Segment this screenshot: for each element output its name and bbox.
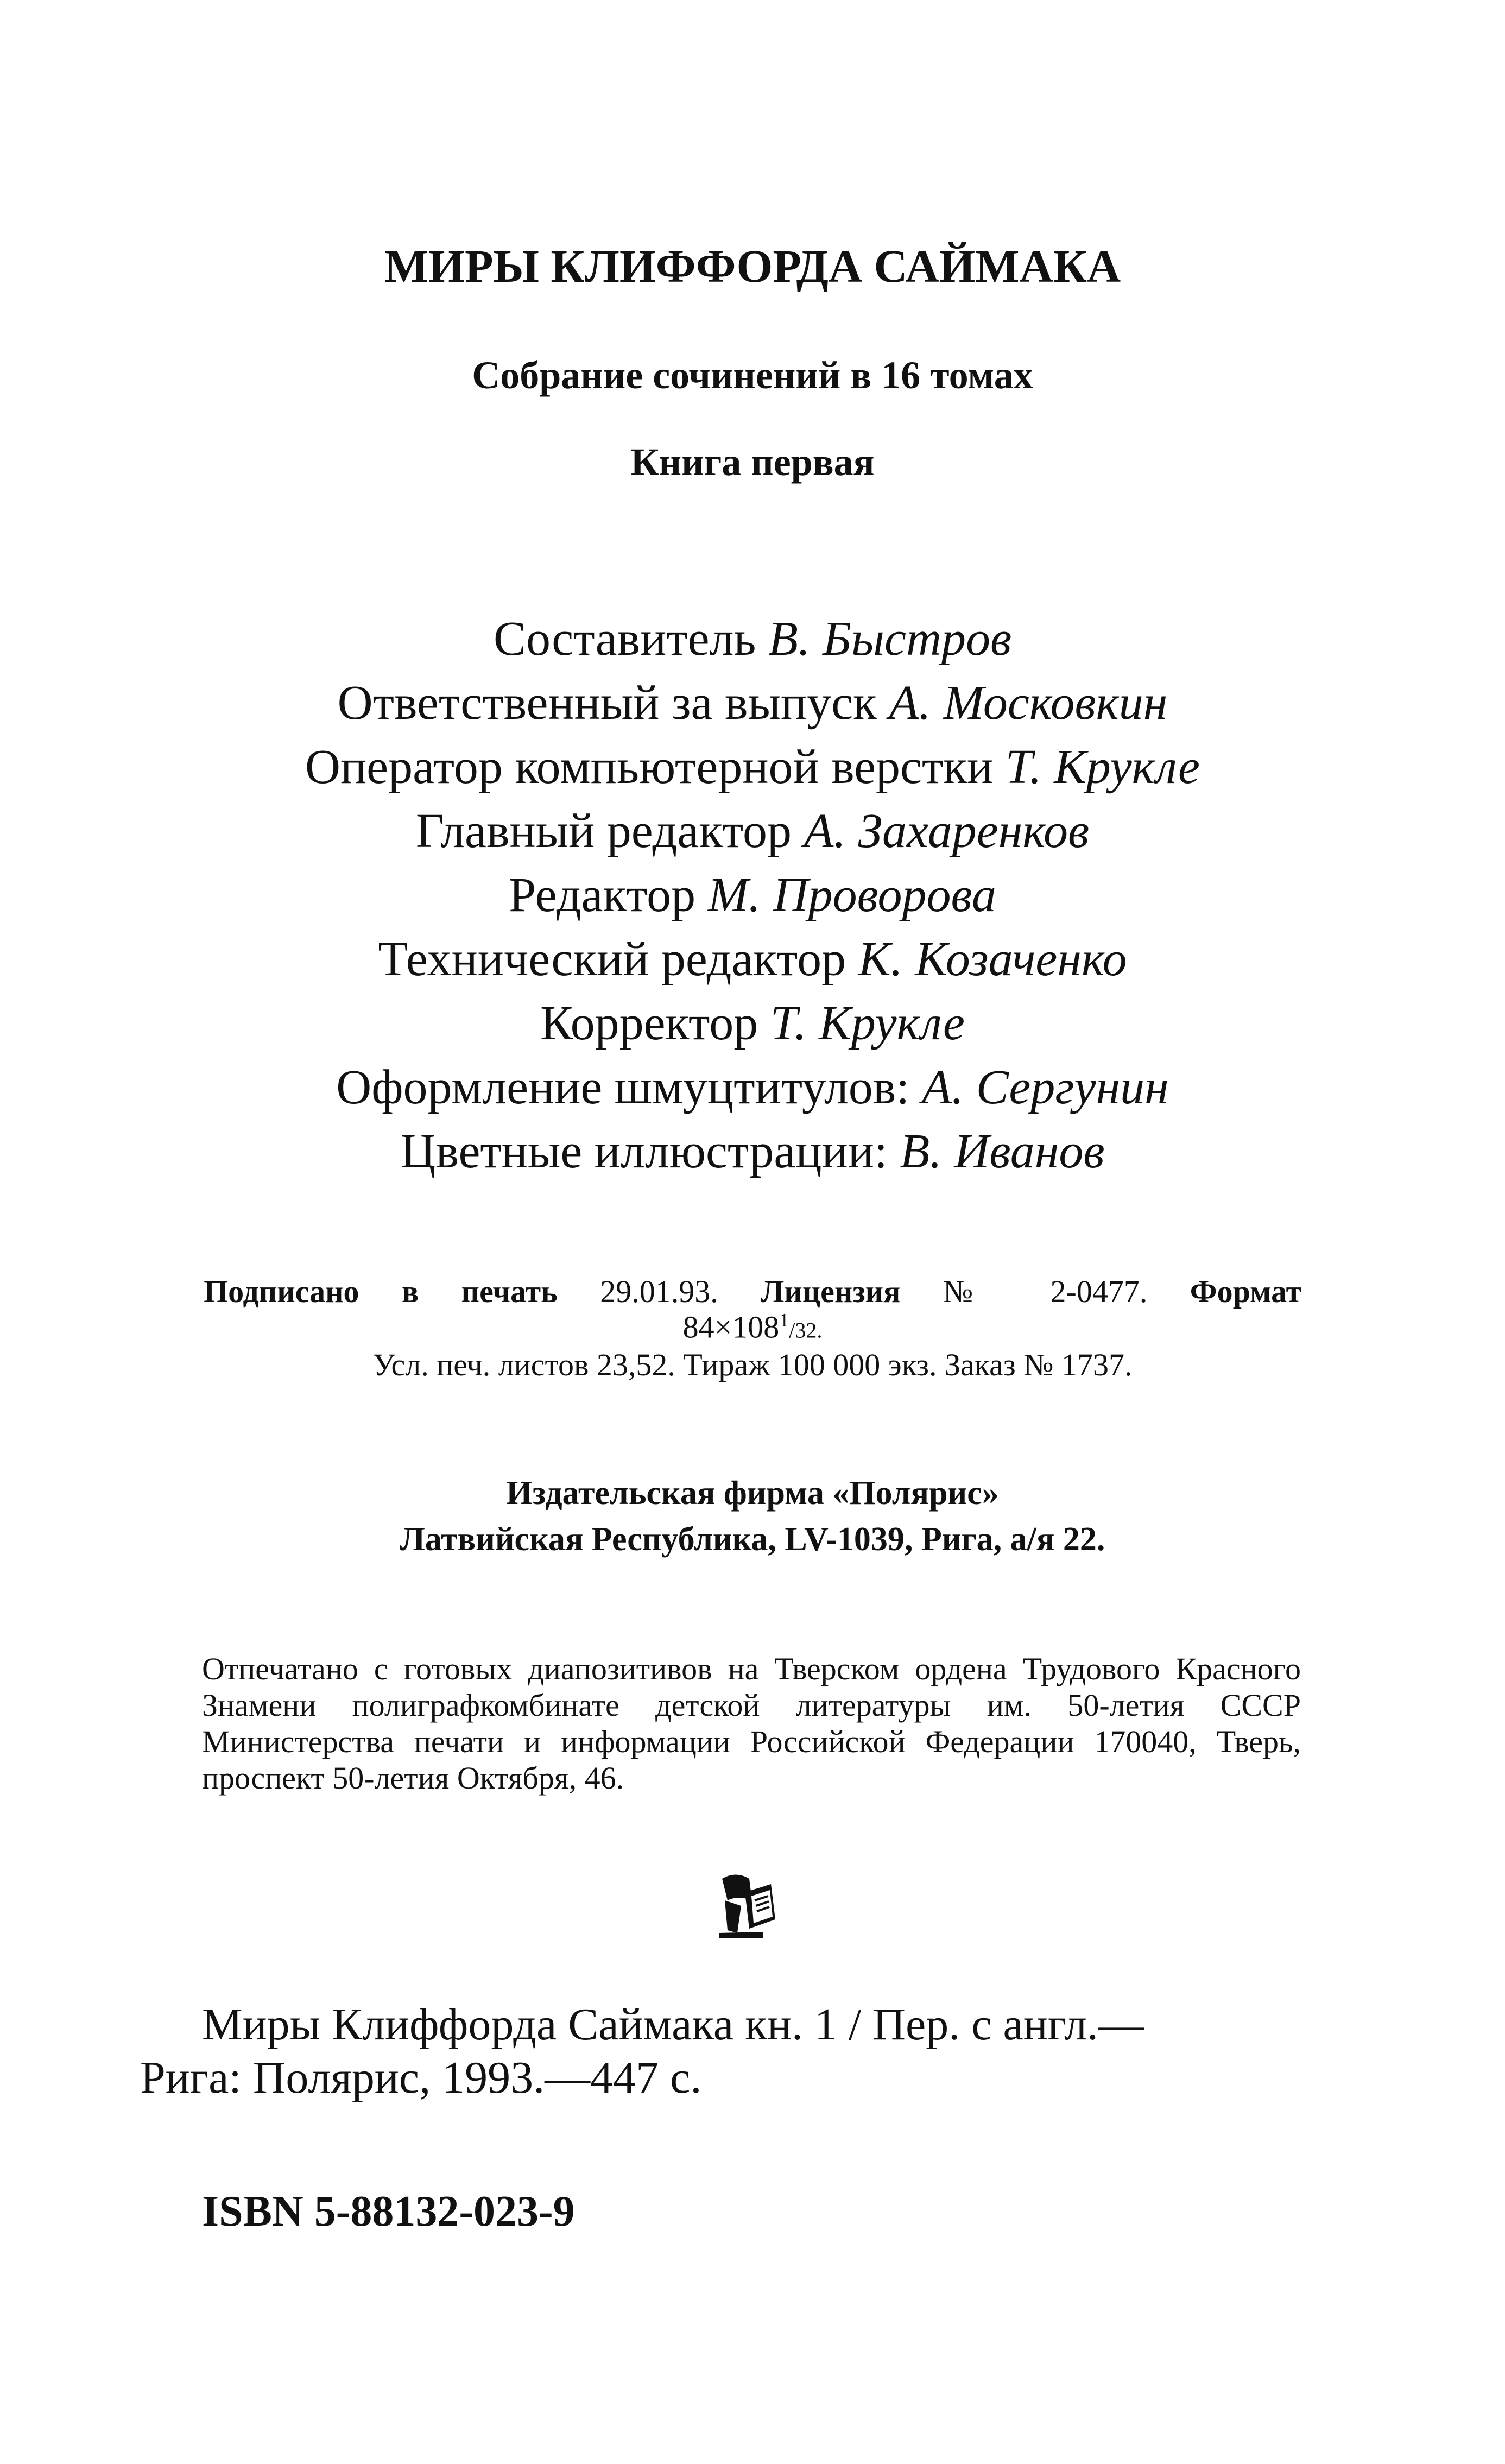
publisher-name: Издательская фирма «Полярис» — [506, 1475, 999, 1512]
printed-by-paragraph: Отпечатано с готовых диапозитивов на Тверском ордена Трудового Красного Знамени полиграфкомбинате детской литературы им. 50-летия СССР Министерства печати и информации Российской Федерации 170040, Тверь, проспект 50-летия Октября, 46. — [202, 1651, 1301, 1796]
book-series-title: МИРЫ КЛИФФОРДА САЙМАКА — [384, 240, 1121, 292]
imprint-word: печать — [461, 1274, 558, 1309]
publisher-address: Латвийская Республика, LV-1039, Рига, а/я 22. — [400, 1521, 1105, 1558]
credit-name: В. Иванов — [900, 1124, 1105, 1178]
credit-role: Главный редактор — [415, 804, 792, 858]
imprint-word: в — [401, 1274, 419, 1309]
credit-name: А. Захаренков — [804, 804, 1090, 858]
imprint-word: Формат — [1190, 1274, 1302, 1309]
imprint-format — [0, 1309, 1505, 1345]
collection-subtitle: Собрание сочинений в 16 томах — [472, 353, 1033, 397]
credit-line — [0, 995, 1505, 1051]
credit-role: Редактор — [509, 868, 696, 922]
credit-name: Т. Крукле — [770, 996, 965, 1050]
credit-role: Составитель — [493, 612, 756, 666]
credit-line — [0, 611, 1505, 667]
credit-role: Оператор компьютерной верстки — [305, 740, 994, 794]
credit-line — [0, 675, 1505, 731]
credit-name: В. Быстров — [768, 612, 1012, 666]
bibliography-line-2: Рига: Полярис, 1993.—447 с. — [140, 2052, 702, 2103]
credit-role: Технический редактор — [378, 932, 846, 986]
printing-house-emblem-icon — [711, 1868, 782, 1941]
credit-name: М. Проворова — [707, 868, 996, 922]
credit-line — [0, 1059, 1505, 1115]
credit-line — [0, 739, 1505, 795]
format-sup: 1 — [779, 1309, 789, 1331]
imprint-license: № 2-0477. — [943, 1274, 1148, 1309]
imprint-word: Подписано — [204, 1274, 359, 1309]
format-sub: /32. — [789, 1318, 823, 1343]
imprint-date: 29.01.93. — [600, 1274, 718, 1309]
credit-role: Оформление шмуцтитулов: — [336, 1060, 910, 1114]
book-number: Книга первая — [630, 440, 875, 484]
credit-line — [0, 803, 1505, 859]
credit-line — [0, 1123, 1505, 1179]
credit-name: А. Сергунин — [921, 1060, 1169, 1114]
credit-line — [0, 931, 1505, 987]
credit-name: Т. Крукле — [1005, 740, 1200, 794]
imprint-line-signed — [204, 1273, 1301, 1310]
credit-name: А. Московкин — [889, 676, 1168, 730]
imprint-word: Лицензия — [761, 1274, 901, 1309]
credit-line — [0, 867, 1505, 923]
bibliography-line-1: Миры Клиффорда Саймака кн. 1 / Пер. с англ.— — [202, 1999, 1144, 2050]
credit-role: Цветные иллюстрации: — [400, 1124, 888, 1178]
credit-role: Корректор — [540, 996, 758, 1050]
isbn: ISBN 5-88132-023-9 — [202, 2188, 575, 2235]
credit-role: Ответственный за выпуск — [337, 676, 877, 730]
format-base: 84×108 — [682, 1309, 780, 1345]
credit-name: К. Козаченко — [858, 932, 1127, 986]
imprint-circulation: Усл. печ. листов 23,52. Тираж 100 000 экз. Заказ № 1737. — [372, 1347, 1133, 1382]
